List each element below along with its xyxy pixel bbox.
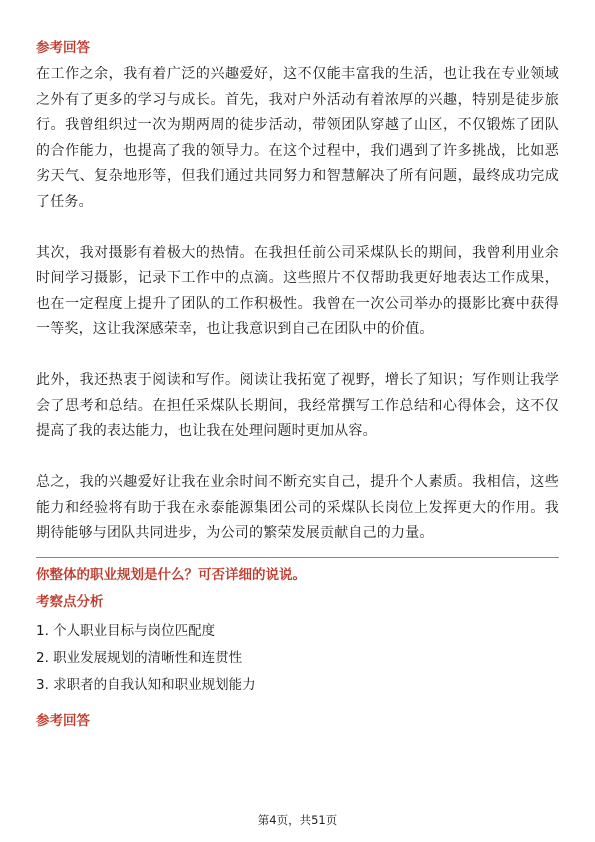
- answer-paragraph-4: 总之，我的兴趣爱好让我在业余时间不断充实自己，提升个人素质。我相信，这些能力和经验将有助于我在永泰能源集团公司的采煤队长岗位上发挥更大的作用。我期待能够与团队共同进步，为公司的繁荣发展贡献自己的力量。: [36, 474, 559, 541]
- question-heading: 你整体的职业规划是什么？可否详细的说说。: [36, 566, 306, 583]
- analysis-item-3: 3. 求职者的自我认知和职业规划能力: [36, 676, 256, 693]
- analysis-item-1: 1. 个人职业目标与岗位匹配度: [36, 622, 216, 639]
- answer-label-2: 参考回答: [36, 712, 90, 729]
- analysis-item-2: 2. 职业发展规划的清晰性和连贯性: [36, 649, 243, 666]
- answer-paragraph-1: 在工作之余，我有着广泛的兴趣爱好，这不仅能丰富我的生活，也让我在专业领域之外有了更多的学习与成长。首先，我对户外活动有着浓厚的兴趣，特别是徒步旅行。我曾组织过一次为期两周的徒步活动，带领团队穿越了山区，不仅锻炼了团队的合作能力，也提高了我的领导力。在这个过程中，我们遇到了许多挑战，比如恶劣天气、复杂地形等，但我们通过共同努力和智慧解决了所有问题，最终成功完成了任务。: [36, 66, 559, 210]
- answer-label: 参考回答: [36, 40, 90, 56]
- page-footer: 第4页，共51页: [257, 813, 338, 827]
- analysis-label: 考察点分析: [36, 593, 104, 610]
- page-content: [36, 38, 559, 731]
- section-divider: [36, 557, 559, 558]
- analysis-list: [36, 618, 559, 699]
- answer-paragraph-3: 此外，我还热衷于阅读和写作。阅读让我拓宽了视野，增长了知识；写作则让我学会了思考和总结。在担任采煤队长期间，我经常撰写工作总结和心得体会，这不仅提高了我的表达能力，也让我在处理问题时更加从容。: [36, 372, 559, 439]
- answer-paragraph-2: 其次，我对摄影有着极大的热情。在我担任前公司采煤队长的期间，我曾利用业余时间学习摄影，记录下工作中的点滴。这些照片不仅帮助我更好地表达工作成果，也在一定程度上提升了团队的工作积极性。我曾在一次公司举办的摄影比赛中获得一等奖，这让我深感荣幸，也让我意识到自己在团队中的价值。: [36, 244, 559, 337]
